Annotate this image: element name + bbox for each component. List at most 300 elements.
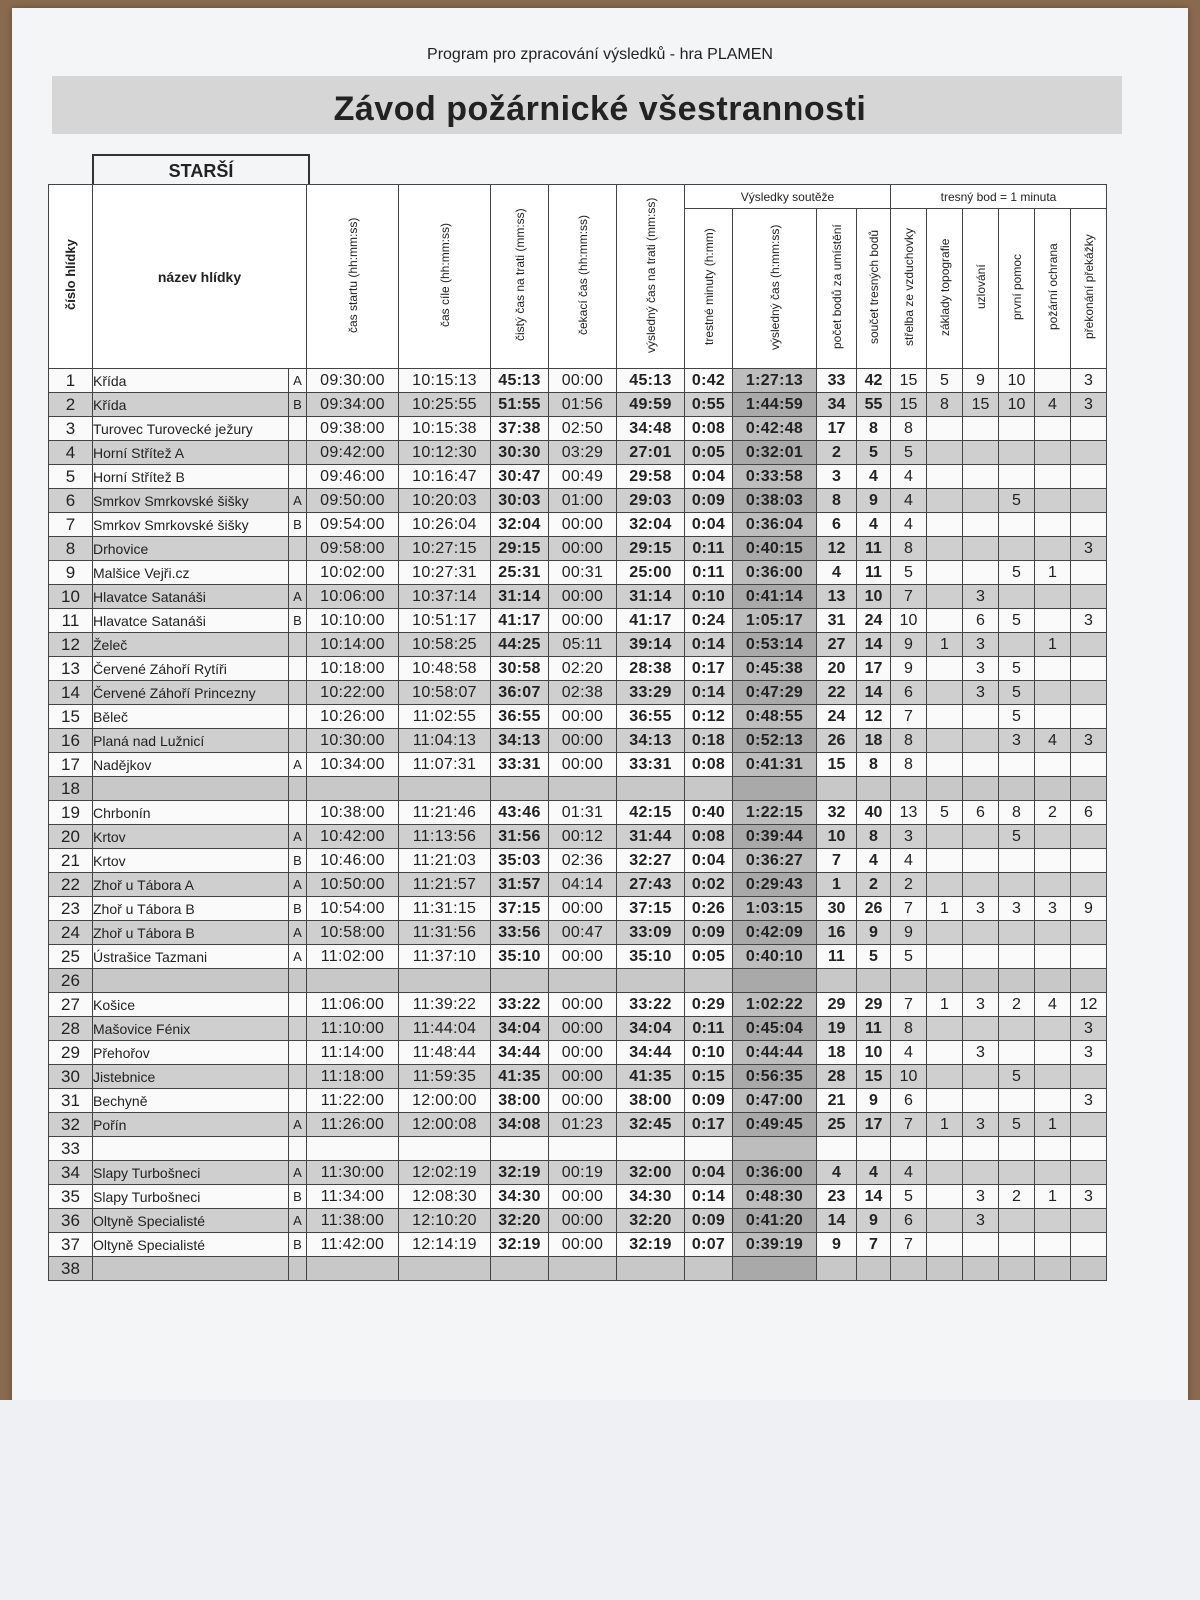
wait-time: 01:00 <box>549 489 617 513</box>
empty-cell <box>1071 777 1107 801</box>
penalty-discipline: 5 <box>891 561 927 585</box>
penalty-discipline: 7 <box>891 897 927 921</box>
table-row <box>49 873 1107 897</box>
penalty-sum: 9 <box>857 921 891 945</box>
penalty-discipline <box>1071 657 1107 681</box>
header-group-row <box>49 185 1107 209</box>
empty-cell <box>1035 777 1071 801</box>
final-time: 1:05:17 <box>733 609 817 633</box>
penalty-minutes: 0:08 <box>685 825 733 849</box>
col-soucet-tresnych: součet tresných bodů <box>857 209 891 369</box>
penalty-discipline: 10 <box>999 393 1035 417</box>
empty-cell <box>549 777 617 801</box>
penalty-discipline <box>927 921 963 945</box>
start-time: 09:46:00 <box>307 465 399 489</box>
penalty-discipline: 7 <box>891 993 927 1017</box>
penalty-discipline <box>999 1209 1035 1233</box>
start-time: 10:42:00 <box>307 825 399 849</box>
finish-time: 10:58:07 <box>399 681 491 705</box>
penalty-discipline <box>963 1017 999 1041</box>
wait-time: 00:00 <box>549 1233 617 1257</box>
net-time: 34:04 <box>491 1017 549 1041</box>
penalty-discipline: 5 <box>927 369 963 393</box>
start-time: 11:06:00 <box>307 993 399 1017</box>
penalty-sum: 24 <box>857 609 891 633</box>
placement-points: 2 <box>817 441 857 465</box>
net-time: 25:31 <box>491 561 549 585</box>
row-number: 19 <box>49 801 93 825</box>
row-number: 11 <box>49 609 93 633</box>
table-row <box>49 1065 1107 1089</box>
penalty-discipline <box>1071 873 1107 897</box>
empty-cell <box>307 1137 399 1161</box>
team-variant <box>289 441 307 465</box>
finish-time: 10:15:38 <box>399 417 491 441</box>
table-row <box>49 585 1107 609</box>
row-number: 33 <box>49 1137 93 1161</box>
team-variant <box>289 705 307 729</box>
penalty-discipline <box>1071 753 1107 777</box>
track-time: 38:00 <box>617 1089 685 1113</box>
penalty-minutes: 0:17 <box>685 1113 733 1137</box>
table-row <box>49 897 1107 921</box>
team-name: Přehořov <box>93 1041 289 1065</box>
empty-cell <box>963 969 999 993</box>
track-time: 34:13 <box>617 729 685 753</box>
wait-time: 02:38 <box>549 681 617 705</box>
team-name: Turovec Turovecké ježury <box>93 417 289 441</box>
team-variant <box>289 1065 307 1089</box>
penalty-discipline <box>1071 441 1107 465</box>
final-time: 0:53:14 <box>733 633 817 657</box>
penalty-minutes: 0:04 <box>685 849 733 873</box>
penalty-discipline: 3 <box>1071 1041 1107 1065</box>
track-time: 32:00 <box>617 1161 685 1185</box>
row-number: 13 <box>49 657 93 681</box>
penalty-discipline <box>999 945 1035 969</box>
placement-points: 21 <box>817 1089 857 1113</box>
start-time: 09:38:00 <box>307 417 399 441</box>
team-name: Červené Záhoří Princezny <box>93 681 289 705</box>
table-row <box>49 1209 1107 1233</box>
col-uzlovani: uzlování <box>963 209 999 369</box>
finish-time: 11:21:57 <box>399 873 491 897</box>
col-cisty: čistý čas na trati (mm:ss) <box>491 185 549 369</box>
empty-cell <box>685 777 733 801</box>
penalty-sum: 55 <box>857 393 891 417</box>
group-results: Výsledky soutěže <box>685 185 891 209</box>
table-row <box>49 825 1107 849</box>
empty-cell <box>399 1257 491 1281</box>
team-variant: B <box>289 513 307 537</box>
penalty-discipline: 1 <box>1035 633 1071 657</box>
track-time: 34:30 <box>617 1185 685 1209</box>
final-time: 0:42:48 <box>733 417 817 441</box>
penalty-sum: 10 <box>857 1041 891 1065</box>
penalty-discipline <box>963 753 999 777</box>
penalty-discipline: 15 <box>891 369 927 393</box>
team-variant: B <box>289 1233 307 1257</box>
wait-time: 02:20 <box>549 657 617 681</box>
penalty-discipline: 5 <box>927 801 963 825</box>
empty-cell <box>491 1257 549 1281</box>
placement-points: 15 <box>817 753 857 777</box>
table-row <box>49 801 1107 825</box>
table-row <box>49 513 1107 537</box>
penalty-minutes: 0:12 <box>685 705 733 729</box>
penalty-discipline <box>1071 1065 1107 1089</box>
empty-cell <box>617 1257 685 1281</box>
penalty-discipline: 6 <box>963 609 999 633</box>
penalty-minutes: 0:08 <box>685 417 733 441</box>
penalty-sum: 2 <box>857 873 891 897</box>
penalty-discipline: 3 <box>891 825 927 849</box>
final-time: 0:36:27 <box>733 849 817 873</box>
penalty-discipline: 1 <box>1035 561 1071 585</box>
finish-time: 10:27:15 <box>399 537 491 561</box>
table-row <box>49 489 1107 513</box>
team-name: Smrkov Smrkovské šišky <box>93 489 289 513</box>
wait-time: 00:19 <box>549 1161 617 1185</box>
wait-time: 00:00 <box>549 729 617 753</box>
wait-time: 01:23 <box>549 1113 617 1137</box>
row-number: 8 <box>49 537 93 561</box>
track-time: 35:10 <box>617 945 685 969</box>
placement-points: 31 <box>817 609 857 633</box>
page-title: Závod požárnické všestrannosti <box>333 90 867 128</box>
empty-cell <box>307 1257 399 1281</box>
penalty-discipline <box>1035 825 1071 849</box>
team-variant: B <box>289 849 307 873</box>
empty-cell <box>927 969 963 993</box>
start-time: 10:22:00 <box>307 681 399 705</box>
penalty-discipline <box>927 465 963 489</box>
team-name: Oltyně Specialisté <box>93 1209 289 1233</box>
penalty-discipline: 4 <box>891 465 927 489</box>
team-name: Planá nad Lužnicí <box>93 729 289 753</box>
penalty-sum: 18 <box>857 729 891 753</box>
penalty-discipline: 3 <box>1071 1185 1107 1209</box>
start-time: 10:18:00 <box>307 657 399 681</box>
wait-time: 00:12 <box>549 825 617 849</box>
penalty-discipline: 6 <box>963 801 999 825</box>
start-time: 11:38:00 <box>307 1209 399 1233</box>
team-variant <box>289 561 307 585</box>
net-time: 29:15 <box>491 537 549 561</box>
row-number: 4 <box>49 441 93 465</box>
empty-cell <box>617 1137 685 1161</box>
empty-cell <box>617 969 685 993</box>
placement-points: 17 <box>817 417 857 441</box>
penalty-discipline <box>927 1209 963 1233</box>
final-time: 0:39:19 <box>733 1233 817 1257</box>
empty-cell <box>817 777 857 801</box>
final-time: 0:32:01 <box>733 441 817 465</box>
placement-points: 3 <box>817 465 857 489</box>
table-row <box>49 633 1107 657</box>
penalty-sum: 14 <box>857 633 891 657</box>
penalty-minutes: 0:02 <box>685 873 733 897</box>
penalty-minutes: 0:18 <box>685 729 733 753</box>
empty-cell <box>93 777 289 801</box>
penalty-discipline <box>999 1089 1035 1113</box>
track-time: 31:14 <box>617 585 685 609</box>
penalty-discipline <box>1071 705 1107 729</box>
net-time: 31:14 <box>491 585 549 609</box>
team-name: Hlavatce Satanáši <box>93 609 289 633</box>
category-label: STARŠÍ <box>92 154 310 186</box>
track-time: 49:59 <box>617 393 685 417</box>
net-time: 32:04 <box>491 513 549 537</box>
row-number: 35 <box>49 1185 93 1209</box>
final-time: 0:42:09 <box>733 921 817 945</box>
placement-points: 24 <box>817 705 857 729</box>
penalty-discipline <box>1035 1041 1071 1065</box>
track-time: 34:44 <box>617 1041 685 1065</box>
empty-cell <box>733 1137 817 1161</box>
wait-time: 00:00 <box>549 609 617 633</box>
penalty-discipline <box>1035 945 1071 969</box>
wait-time: 03:29 <box>549 441 617 465</box>
penalty-discipline <box>927 489 963 513</box>
team-variant: B <box>289 1185 307 1209</box>
final-time: 0:49:45 <box>733 1113 817 1137</box>
finish-time: 10:51:17 <box>399 609 491 633</box>
empty-cell <box>891 1137 927 1161</box>
empty-cell <box>289 1257 307 1281</box>
team-variant: A <box>289 921 307 945</box>
wait-time: 01:56 <box>549 393 617 417</box>
table-row <box>49 369 1107 393</box>
penalty-minutes: 0:09 <box>685 921 733 945</box>
program-label: Program pro zpracování výsledků - hra PLAMEN <box>427 46 773 63</box>
table-row <box>49 441 1107 465</box>
penalty-discipline: 5 <box>891 945 927 969</box>
penalty-sum: 29 <box>857 993 891 1017</box>
wait-time: 00:47 <box>549 921 617 945</box>
team-variant <box>289 1041 307 1065</box>
table-row <box>49 1233 1107 1257</box>
penalty-discipline <box>963 1233 999 1257</box>
penalty-sum: 4 <box>857 465 891 489</box>
empty-cell <box>817 1137 857 1161</box>
penalty-discipline: 13 <box>891 801 927 825</box>
placement-points: 19 <box>817 1017 857 1041</box>
col-cil: čas cíle (hh:mm:ss) <box>399 185 491 369</box>
penalty-sum: 4 <box>857 1161 891 1185</box>
empty-cell <box>1035 1137 1071 1161</box>
start-time: 09:50:00 <box>307 489 399 513</box>
penalty-discipline: 3 <box>963 681 999 705</box>
row-number: 30 <box>49 1065 93 1089</box>
team-name: Ústrašice Tazmani <box>93 945 289 969</box>
table-row <box>49 921 1107 945</box>
team-name: Mašovice Fénix <box>93 1017 289 1041</box>
team-name: Krtov <box>93 849 289 873</box>
table-row <box>49 1041 1107 1065</box>
team-variant <box>289 1017 307 1041</box>
empty-cell <box>307 969 399 993</box>
penalty-discipline <box>963 513 999 537</box>
penalty-discipline <box>927 1161 963 1185</box>
penalty-sum: 7 <box>857 1233 891 1257</box>
team-variant <box>289 801 307 825</box>
placement-points: 32 <box>817 801 857 825</box>
finish-time: 12:02:19 <box>399 1161 491 1185</box>
penalty-discipline <box>999 465 1035 489</box>
placement-points: 34 <box>817 393 857 417</box>
final-time: 0:56:35 <box>733 1065 817 1089</box>
finish-time: 12:14:19 <box>399 1233 491 1257</box>
finish-time: 11:31:15 <box>399 897 491 921</box>
track-time: 32:04 <box>617 513 685 537</box>
start-time: 11:26:00 <box>307 1113 399 1137</box>
penalty-discipline: 4 <box>891 849 927 873</box>
table-row <box>49 465 1107 489</box>
team-name: Oltyně Specialisté <box>93 1233 289 1257</box>
row-number: 36 <box>49 1209 93 1233</box>
empty-cell <box>927 1257 963 1281</box>
empty-cell <box>999 969 1035 993</box>
wait-time: 05:11 <box>549 633 617 657</box>
penalty-discipline <box>927 753 963 777</box>
start-time: 09:58:00 <box>307 537 399 561</box>
col-start: čas startu (hh:mm:ss) <box>307 185 399 369</box>
penalty-minutes: 0:04 <box>685 465 733 489</box>
start-time: 10:10:00 <box>307 609 399 633</box>
track-time: 45:13 <box>617 369 685 393</box>
penalty-discipline <box>1071 825 1107 849</box>
penalty-discipline: 5 <box>999 825 1035 849</box>
penalty-discipline <box>1071 1113 1107 1137</box>
start-time: 11:02:00 <box>307 945 399 969</box>
col-nazev: název hlídky <box>93 185 307 369</box>
team-name: Zhoř u Tábora A <box>93 873 289 897</box>
start-time: 11:10:00 <box>307 1017 399 1041</box>
penalty-discipline <box>1035 369 1071 393</box>
row-number: 32 <box>49 1113 93 1137</box>
penalty-discipline <box>927 849 963 873</box>
track-time: 33:29 <box>617 681 685 705</box>
penalty-discipline <box>927 825 963 849</box>
row-number: 5 <box>49 465 93 489</box>
start-time: 10:46:00 <box>307 849 399 873</box>
penalty-minutes: 0:14 <box>685 633 733 657</box>
penalty-discipline <box>927 873 963 897</box>
penalty-discipline: 9 <box>1071 897 1107 921</box>
net-time: 30:03 <box>491 489 549 513</box>
track-time: 29:58 <box>617 465 685 489</box>
penalty-sum: 12 <box>857 705 891 729</box>
team-variant <box>289 633 307 657</box>
empty-cell <box>399 1137 491 1161</box>
penalty-discipline <box>927 1185 963 1209</box>
table-surface <box>0 1400 1200 1600</box>
start-time: 10:06:00 <box>307 585 399 609</box>
penalty-discipline <box>1071 945 1107 969</box>
net-time: 30:30 <box>491 441 549 465</box>
track-time: 42:15 <box>617 801 685 825</box>
col-prekazky: překonání překážky <box>1071 209 1107 369</box>
penalty-discipline <box>963 1089 999 1113</box>
row-number: 18 <box>49 777 93 801</box>
final-time: 0:47:29 <box>733 681 817 705</box>
penalty-discipline: 2 <box>999 1185 1035 1209</box>
net-time: 35:10 <box>491 945 549 969</box>
net-time: 44:25 <box>491 633 549 657</box>
placement-points: 26 <box>817 729 857 753</box>
empty-cell <box>963 1257 999 1281</box>
placement-points: 6 <box>817 513 857 537</box>
penalty-discipline: 1 <box>927 1113 963 1137</box>
empty-cell <box>491 1137 549 1161</box>
team-name: Jistebnice <box>93 1065 289 1089</box>
empty-cell <box>817 969 857 993</box>
penalty-discipline <box>1035 465 1071 489</box>
net-time: 37:15 <box>491 897 549 921</box>
penalty-minutes: 0:17 <box>685 657 733 681</box>
empty-cell <box>685 969 733 993</box>
finish-time: 10:16:47 <box>399 465 491 489</box>
penalty-discipline: 2 <box>999 993 1035 1017</box>
empty-cell <box>999 1257 1035 1281</box>
track-time: 41:35 <box>617 1065 685 1089</box>
penalty-discipline: 3 <box>963 657 999 681</box>
penalty-discipline <box>1035 489 1071 513</box>
penalty-sum: 10 <box>857 585 891 609</box>
final-time: 1:27:13 <box>733 369 817 393</box>
table-row <box>49 681 1107 705</box>
col-cislo: číslo hlídky <box>49 185 93 369</box>
wait-time: 00:00 <box>549 753 617 777</box>
empty-cell <box>817 1257 857 1281</box>
penalty-minutes: 0:05 <box>685 441 733 465</box>
table-row <box>49 777 1107 801</box>
penalty-discipline: 7 <box>891 705 927 729</box>
team-name: Chrbonín <box>93 801 289 825</box>
penalty-discipline <box>999 441 1035 465</box>
penalty-minutes: 0:08 <box>685 753 733 777</box>
penalty-minutes: 0:11 <box>685 561 733 585</box>
penalty-discipline: 6 <box>891 681 927 705</box>
wait-time: 00:00 <box>549 993 617 1017</box>
penalty-discipline <box>1035 1233 1071 1257</box>
table-row <box>49 969 1107 993</box>
table-row <box>49 393 1107 417</box>
penalty-discipline <box>1035 537 1071 561</box>
empty-cell <box>399 969 491 993</box>
penalty-discipline <box>927 1089 963 1113</box>
penalty-discipline <box>1035 1017 1071 1041</box>
row-number: 7 <box>49 513 93 537</box>
penalty-discipline: 3 <box>1035 897 1071 921</box>
start-time: 09:42:00 <box>307 441 399 465</box>
penalty-discipline <box>927 561 963 585</box>
penalty-minutes: 0:09 <box>685 1089 733 1113</box>
penalty-sum: 42 <box>857 369 891 393</box>
table-row <box>49 1017 1107 1041</box>
row-number: 27 <box>49 993 93 1017</box>
penalty-sum: 11 <box>857 561 891 585</box>
finish-time: 11:04:13 <box>399 729 491 753</box>
col-vysledny: výsledný čas (h:mm:ss) <box>733 209 817 369</box>
penalty-sum: 14 <box>857 1185 891 1209</box>
finish-time: 10:27:31 <box>399 561 491 585</box>
penalty-discipline: 4 <box>1035 729 1071 753</box>
start-time: 09:30:00 <box>307 369 399 393</box>
placement-points: 29 <box>817 993 857 1017</box>
empty-cell <box>93 1137 289 1161</box>
